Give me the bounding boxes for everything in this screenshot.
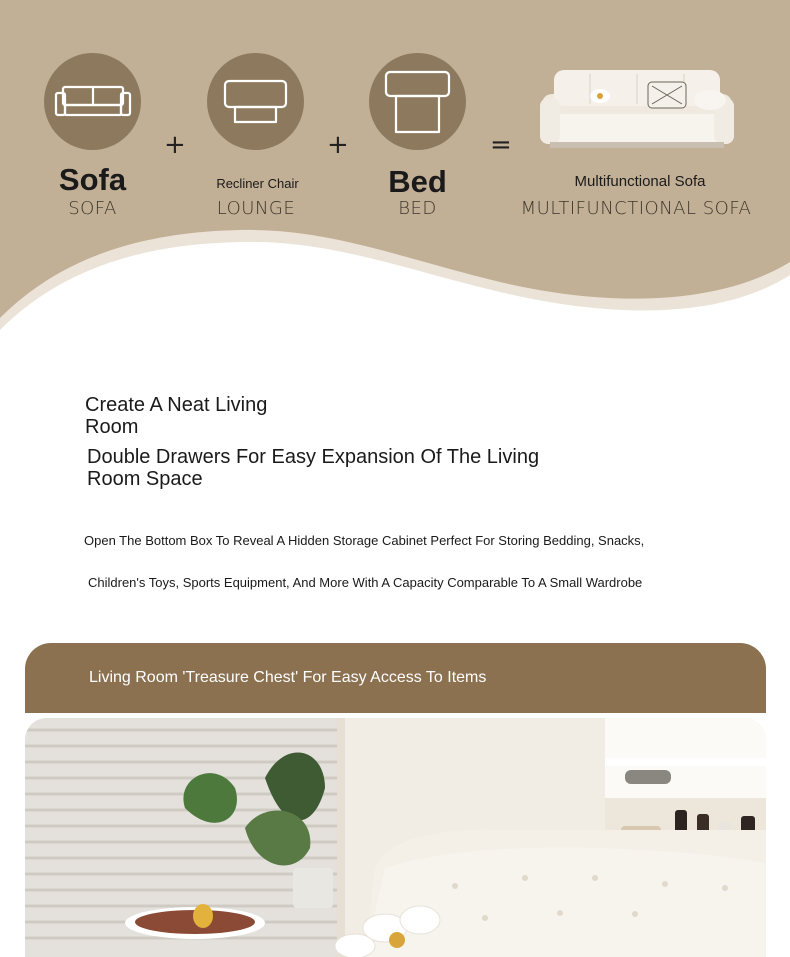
plus-operator-2: +	[327, 130, 349, 160]
bed-icon-circle	[369, 53, 466, 150]
recliner-icon-circle	[207, 53, 304, 150]
sofa-label-en: SOFA	[68, 198, 117, 219]
recliner-chair-icon	[207, 53, 304, 150]
recliner-chair-label: Recliner Chair	[216, 176, 299, 191]
section-subheading: Double Drawers For Easy Expansion Of The Living Room Space	[87, 446, 540, 490]
bed-label: Bed	[388, 164, 447, 199]
body-text-line-2: Children's Toys, Sports Equipment, And More With A Capacity Comparable To A Small Wardrobe	[88, 575, 643, 590]
living-room-illustration	[25, 718, 766, 957]
section-heading: Create A Neat Living Room	[85, 394, 268, 438]
feature-banner	[0, 0, 790, 340]
multifunctional-sofa-image	[540, 64, 734, 150]
caption-text: Living Room 'Treasure Chest' For Easy Access To Items	[89, 669, 487, 686]
plus-operator-1: +	[164, 130, 186, 160]
recliner-chair-label-en: LOUNGE	[216, 198, 296, 219]
living-room-photo	[25, 718, 766, 957]
sofa-label: Sofa	[58, 162, 127, 197]
multifunctional-sofa-label: Multifunctional Sofa	[574, 173, 706, 190]
bed-label-en: BED	[398, 198, 437, 219]
sofa-icon-circle	[44, 53, 141, 150]
sofa-icon	[44, 53, 141, 150]
body-text-line-1: Open The Bottom Box To Reveal A Hidden Storage Cabinet Perfect For Storing Bedding, Snacks,	[84, 533, 645, 548]
caption-bar	[25, 643, 766, 713]
equals-operator: =	[490, 130, 512, 160]
multifunctional-sofa-label-en: MULTIFUNCTIONAL SOFA	[520, 198, 752, 219]
bed-icon	[369, 53, 466, 150]
